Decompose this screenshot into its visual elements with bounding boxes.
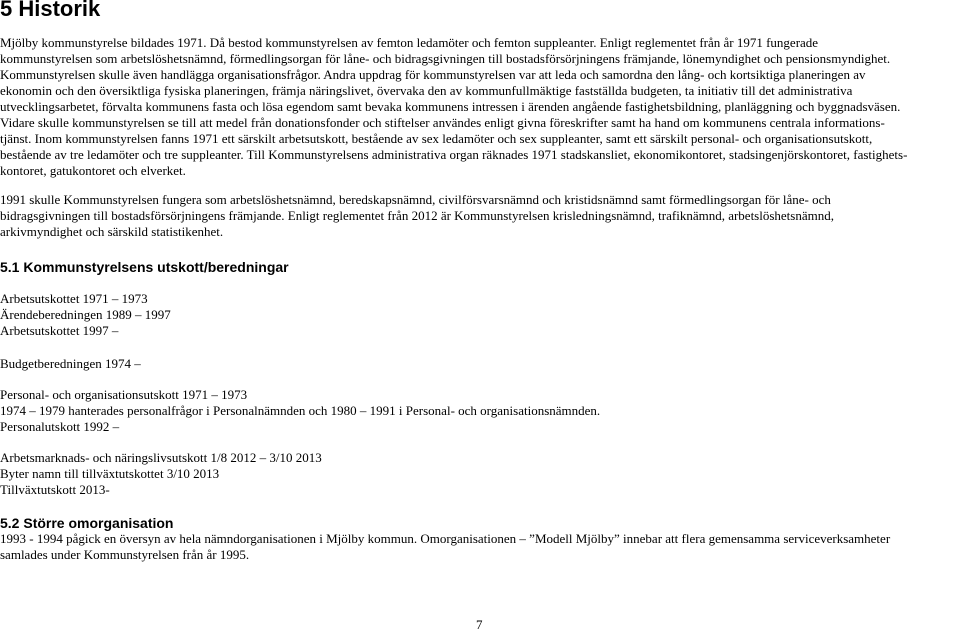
list-item: Byter namn till tillväxtutskottet 3/10 2013 [0,466,220,481]
list-item: 1974 – 1979 hanterades personalfrågor i Personalnämnden och 1980 – 1991 i Personal- och organisationsnämnden. [0,403,601,418]
subsection-heading-5-2: 5.2 Större omorganisation [0,515,174,531]
paragraph-line: tjänst. Inom kommunstyrelsen fanns 1971 ett särskilt arbetsutskott, bestående av sex ledamöter och sex suppleanter, samt ett särskilt personal- och organisationsutskott, [0,131,873,146]
paragraph-line: bidragsgivningen till bostadsförsörjningens främjande. Enligt reglementet från 2012 är Kommunstyrelsen krisledningsnämnd, trafiknämnd, arbetslöshetsnämnd, [0,208,834,223]
subsection-heading-5-1: 5.1 Kommunstyrelsens utskott/beredningar [0,259,289,275]
paragraph-line: samlades under Kommunstyrelsen från år 1995. [0,547,250,562]
paragraph-line: 1991 skulle Kommunstyrelsen fungera som arbetslöshetsnämnd, beredskapsnämnd, civilförsvarsnämnd och kristidsnämnd samt förmedlingsorgan för låne- och [0,192,831,207]
list-item: Arbetsutskottet 1997 – [0,323,119,338]
list-item: Arbetsmarknads- och näringslivsutskott 1/8 2012 – 3/10 2013 [0,450,322,465]
paragraph-line: arkivmyndighet och särskild statistikenhet. [0,224,224,239]
reorganisation-paragraph [0,531,958,563]
paragraph-line: kontoret, gatukontoret och elverket. [0,163,186,178]
list-item: Tillväxtutskott 2013- [0,482,110,497]
committee-group-2 [0,356,958,372]
list-item: Ärendeberedningen 1989 – 1997 [0,307,171,322]
paragraph-line: Mjölby kommunstyrelse bildades 1971. Då bestod kommunstyrelsen av femton ledamöter och femton suppleanter. Enligt reglementet från år 1971 fungerade [0,35,819,50]
paragraph-line: kommunstyrelsen som arbetslöshetsnämnd, förmedlingsorgan för låne- och bidragsgivningen till bostadsförsörjningens främjande, lönemyndighet och pensionsmyndighet. [0,51,891,66]
section-heading-historik: 5 Historik [0,0,101,21]
paragraph-line: utvecklingsarbetet, förvalta kommunens fasta och lösa egendom samt bevaka kommunens intressen i ärenden angående fastighetsbildning, planläggning och byggnadsväsen. [0,99,901,114]
paragraph-line: Kommunstyrelsen skulle även handlägga organisationsfrågor. Andra uppdrag för kommunstyrelsen var att leda och samordna den lång- och kortsiktiga planeringen av [0,67,866,82]
list-item: Personalutskott 1992 – [0,419,120,434]
paragraph-line: ekonomin och den översiktliga fysiska planeringen, främja näringslivet, övervaka den av kommunfullmäktige fastställda budgeten, ta initiativ till det administrativa [0,83,853,98]
committee-group-4 [0,450,958,498]
list-item: Arbetsutskottet 1971 – 1973 [0,291,148,306]
paragraph-line: 1993 - 1994 pågick en översyn av hela nämndorganisationen i Mjölby kommun. Omorganisationen – ”Modell Mjölby” innebar att flera gemensamma serviceverksamheter [0,531,891,546]
intro-paragraph [0,35,958,179]
paragraph-1991 [0,192,958,240]
paragraph-line: bestående av tre ledamöter och tre suppleanter. Till Kommunstyrelsens administrativa organ räknades 1971 stadskansliet, ekonomikontoret, stadsingenjörskontoret, fastighets- [0,147,908,162]
page-number: 7 [476,617,483,632]
committee-group-1 [0,291,958,339]
committee-group-3 [0,387,958,435]
paragraph-line: Vidare skulle kommunstyrelsen se till att medel från donationsfonder och stiftelser användes enligt givna föreskrifter samt ha hand om kommunens centrala informations- [0,115,885,130]
list-item: Budgetberedningen 1974 – [0,356,141,371]
list-item: Personal- och organisationsutskott 1971 – 1973 [0,387,248,402]
